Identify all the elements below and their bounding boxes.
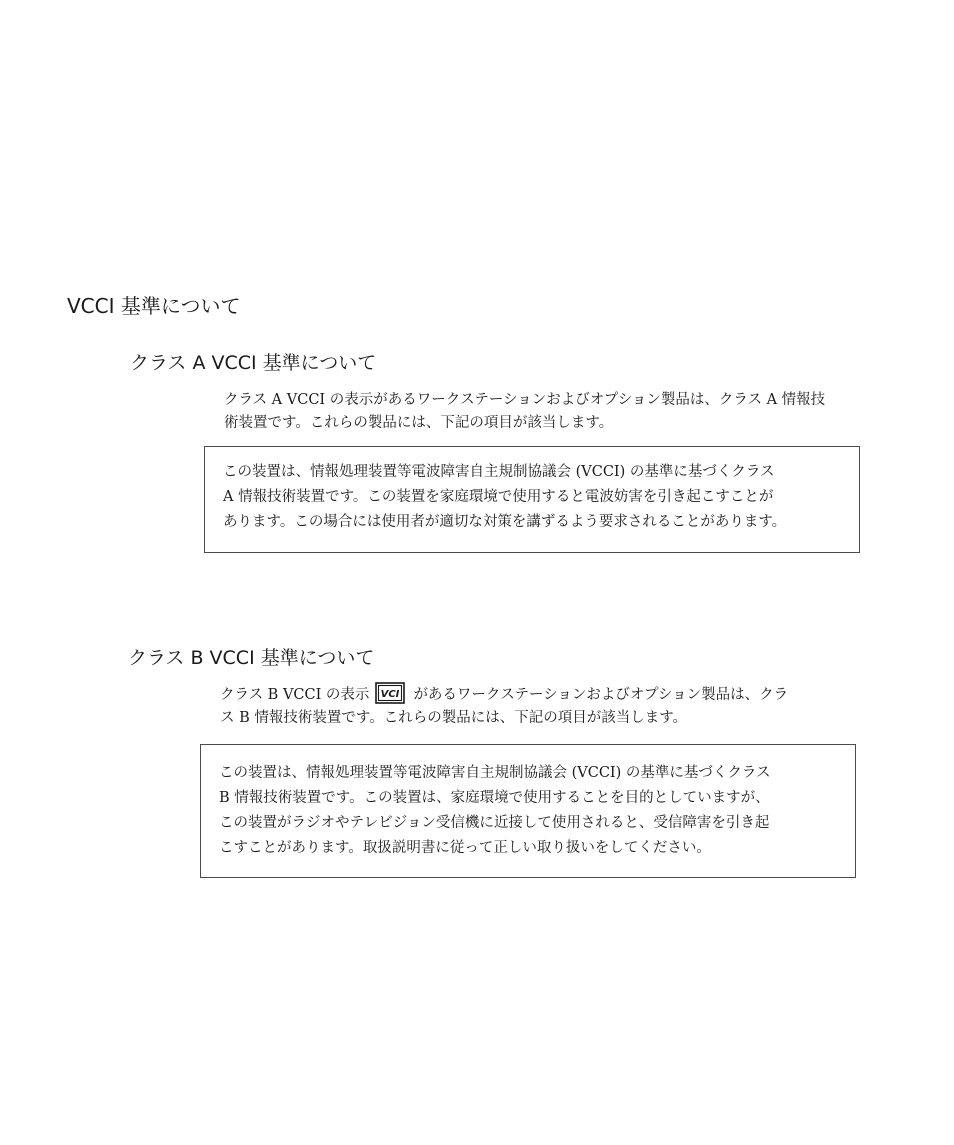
class-a-intro-line: クラス A VCCI の表示があるワークステーションおよびオプション製品は、クラス A 情報技 xyxy=(224,392,826,408)
class-b-heading: クラス B VCCI 基準について xyxy=(128,647,375,669)
class-b-notice-line: この装置は、情報処理装置等電波障害自主規制協議会 (VCCI) の基準に基づくクラス xyxy=(219,765,771,781)
class-b-intro xyxy=(220,682,850,730)
class-b-notice-line: こすことがあります。取扱説明書に従って正しい取り扱いをしてください。 xyxy=(219,840,711,856)
class-a-intro-line: 術装置です。これらの製品には、下記の項目が該当します。 xyxy=(224,415,614,431)
class-b-notice-box xyxy=(200,744,856,878)
class-a-notice-line: A 情報技術装置です。この装置を家庭環境で使用すると電波妨害を引き起こすことが xyxy=(223,489,774,505)
vcci-mark-text: VCI xyxy=(381,689,400,701)
class-b-intro-line: ス B 情報技術装置です。これらの製品には、下記の項目が該当します。 xyxy=(220,710,688,726)
vcci-mark-icon xyxy=(375,682,405,704)
class-b-notice-line: この装置がラジオやテレビジョン受信機に近接して使用されると、受信障害を引き起 xyxy=(219,815,770,831)
class-b-notice-line: B 情報技術装置です。この装置は、家庭環境で使用することを目的としていますが、 xyxy=(219,790,770,806)
class-a-heading: クラス A VCCI 基準について xyxy=(130,352,377,374)
page-title: VCCI 基準について xyxy=(67,294,241,318)
class-a-notice-line: この装置は、情報処理装置等電波障害自主規制協議会 (VCCI) の基準に基づくクラス xyxy=(223,464,775,480)
class-a-intro xyxy=(224,389,854,435)
class-b-intro-line xyxy=(220,682,850,707)
class-a-notice-box xyxy=(204,446,860,553)
class-a-notice-line: あります。この場合には使用者が適切な対策を講ずるよう要求されることがあります。 xyxy=(223,514,787,530)
class-b-intro-text: があるワークステーションおよびオプション製品は、クラ xyxy=(413,687,789,703)
class-b-intro-text: クラス B VCCI の表示 xyxy=(220,687,370,703)
